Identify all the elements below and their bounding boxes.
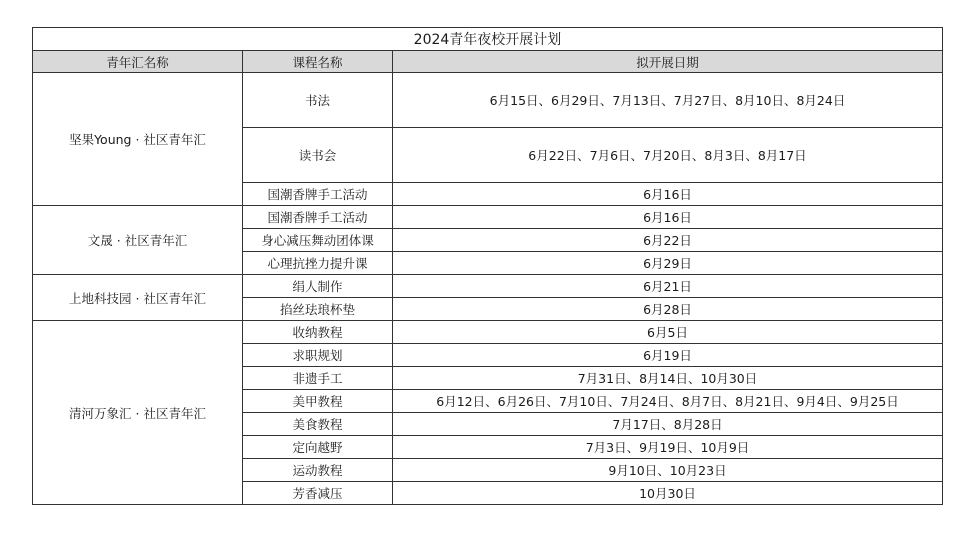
dates-cell: 6月29日: [393, 252, 943, 275]
course-name-cell: 求职规划: [243, 344, 393, 367]
youth-club-name-cell: 坚果Young · 社区青年汇: [33, 73, 243, 206]
course-name-cell: 美食教程: [243, 413, 393, 436]
title-row: [33, 28, 943, 51]
table-title: 2024青年夜校开展计划: [33, 28, 943, 51]
header-planned-dates: 拟开展日期: [393, 51, 943, 73]
dates-cell: 7月3日、9月19日、10月9日: [393, 436, 943, 459]
dates-cell: 6月21日: [393, 275, 943, 298]
header-youth-club-name: 青年汇名称: [33, 51, 243, 73]
course-name-cell: 绢人制作: [243, 275, 393, 298]
dates-cell: 6月28日: [393, 298, 943, 321]
table-row: [33, 73, 943, 128]
course-name-cell: 运动教程: [243, 459, 393, 482]
dates-cell: 6月16日: [393, 206, 943, 229]
schedule-table: [32, 27, 943, 505]
course-name-cell: 掐丝珐琅杯垫: [243, 298, 393, 321]
dates-cell: 6月12日、6月26日、7月10日、7月24日、8月7日、8月21日、9月4日、9月25日: [393, 390, 943, 413]
schedule-table-wrapper: [32, 27, 942, 505]
dates-cell: 6月19日: [393, 344, 943, 367]
dates-cell: 6月5日: [393, 321, 943, 344]
course-name-cell: 书法: [243, 73, 393, 128]
dates-cell: 6月16日: [393, 183, 943, 206]
dates-cell: 6月15日、6月29日、7月13日、7月27日、8月10日、8月24日: [393, 73, 943, 128]
course-name-cell: 国潮香牌手工活动: [243, 183, 393, 206]
dates-cell: 6月22日: [393, 229, 943, 252]
dates-cell: 7月31日、8月14日、10月30日: [393, 367, 943, 390]
course-name-cell: 国潮香牌手工活动: [243, 206, 393, 229]
youth-club-name-cell: 上地科技园 · 社区青年汇: [33, 275, 243, 321]
course-name-cell: 收纳教程: [243, 321, 393, 344]
course-name-cell: 非遗手工: [243, 367, 393, 390]
table-row: [33, 206, 943, 229]
table-row: [33, 321, 943, 344]
dates-cell: 7月17日、8月28日: [393, 413, 943, 436]
youth-club-name-cell: 清河万象汇 · 社区青年汇: [33, 321, 243, 505]
course-name-cell: 美甲教程: [243, 390, 393, 413]
course-name-cell: 芳香减压: [243, 482, 393, 505]
dates-cell: 10月30日: [393, 482, 943, 505]
table-row: [33, 275, 943, 298]
header-course-name: 课程名称: [243, 51, 393, 73]
header-row: [33, 51, 943, 73]
dates-cell: 6月22日、7月6日、7月20日、8月3日、8月17日: [393, 128, 943, 183]
course-name-cell: 定向越野: [243, 436, 393, 459]
course-name-cell: 身心减压舞动团体课: [243, 229, 393, 252]
dates-cell: 9月10日、10月23日: [393, 459, 943, 482]
youth-club-name-cell: 文晟 · 社区青年汇: [33, 206, 243, 275]
course-name-cell: 心理抗挫力提升课: [243, 252, 393, 275]
course-name-cell: 读书会: [243, 128, 393, 183]
